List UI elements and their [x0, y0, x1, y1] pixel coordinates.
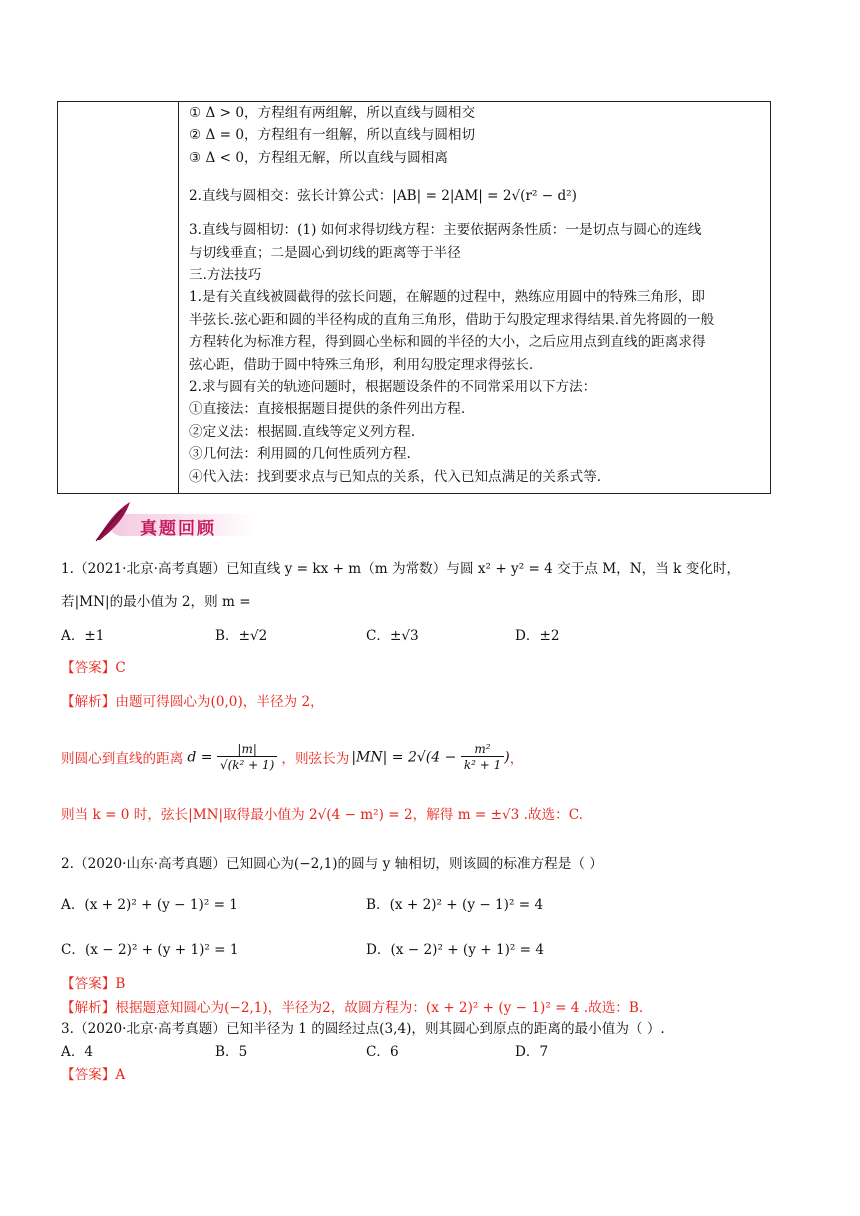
- table-line: ①直接法：直接根据题目提供的条件列出方程.: [189, 401, 466, 418]
- q3-option-d: D．7: [515, 1044, 549, 1060]
- table-spacer: [189, 169, 764, 181]
- method-table: [57, 101, 771, 494]
- table-line: ③ Δ < 0，方程组无解，所以直线与圆相离: [189, 149, 448, 166]
- q1-option-c: C．±√3: [366, 628, 419, 644]
- q1-answer: 【答案】C: [61, 660, 126, 676]
- table-line: ②定义法：根据圆.直线等定义列方程.: [189, 423, 416, 440]
- q1-stem-cont: 若|MN|的最小值为 2，则 m =: [61, 594, 251, 610]
- q1-analysis-3: 则当 k = 0 时，弦长|MN|取得最小值为 2√(4 − m²) = 2，解得 m = ±√3 .故选：C.: [61, 807, 583, 823]
- table-line: 与切线垂直；二是圆心到切线的距离等于半径: [189, 244, 461, 261]
- table-line: 2.直线与圆相交：弦长计算公式：|AB| = 2|AM| = 2√(r² − d²): [189, 188, 577, 205]
- q2-stem: 2.（2020·山东·高考真题）已知圆心为(−2,1)的圆与 y 轴相切，则该圆的标准方程是（ ）: [61, 856, 603, 872]
- q1-analysis-2-end: ，: [509, 751, 524, 767]
- table-line: 方程转化为标准方程，得到圆心坐标和圆的半径的大小，之后应用点到直线的距离求得: [189, 334, 706, 351]
- table-line: 1.是有关直线被圆截得的弦长问题，在解题的过程中，熟练应用圆中的特殊三角形，即: [189, 289, 705, 306]
- q1-analysis-1: 【解析】由题可得圆心为(0,0)，半径为 2，: [61, 694, 324, 710]
- q2-analysis: 【解析】根据题意知圆心为(−2,1)，半径为2，故圆方程为：(x + 2)² + (y − 1)² = 4 .故选：B.: [61, 1000, 644, 1016]
- q1-analysis-2: [61, 735, 523, 779]
- banner-title: 真题回顾: [140, 519, 216, 539]
- distance-formula: d = $\frac{|m|}{\text{√(k² + 1)}}$: [187, 742, 277, 773]
- q1-stem: 1.（2021·北京·高考真题）已知直线 y = kx + m（m 为常数）与圆 x² + y² = 4 交于点 M，N，当 k 变化时，: [61, 561, 741, 577]
- table-line: ③几何法：利用圆的几何性质列方程.: [189, 446, 411, 463]
- q2-option-d: D．(x − 2)² + (y + 1)² = 4: [366, 942, 545, 958]
- table-spacer: [189, 211, 764, 219]
- q3-stem: 3.（2020·北京·高考真题）已知半径为 1 的圆经过点(3,4)，则其圆心到原点的距离的最小值为（ ）.: [61, 1021, 665, 1037]
- q2-option-c: C．(x − 2)² + (y + 1)² = 1: [61, 942, 239, 958]
- q1-option-a: A．±1: [61, 628, 105, 644]
- q2-option-a: A．(x + 2)² + (y − 1)² = 1: [61, 897, 238, 913]
- section-banner: [92, 500, 258, 544]
- table-line: 弦心距，借助于圆中特殊三角形，利用勾股定理求得弦长.: [189, 356, 534, 373]
- chord-formula: |MN| = 2√(4 − $\frac{\text{m²}}{\text{k² + 1}}$ ): [351, 741, 510, 772]
- table-line: 3.直线与圆相切：(1) 如何求得切线方程：主要依据两条性质：一是切点与圆心的连线: [189, 222, 702, 239]
- table-divider: [178, 102, 179, 493]
- table-content: [189, 102, 764, 488]
- table-line: 三.方法技巧: [189, 267, 262, 284]
- table-line: 2.求与圆有关的轨迹问题时，根据题设条件的不同常采用以下方法：: [189, 379, 597, 396]
- q1-analysis-2-text-b: ，则弦长为: [281, 751, 350, 767]
- q3-option-c: C．6: [366, 1044, 399, 1060]
- table-line: 半弦长.弦心距和圆的半径构成的直角三角形，借助于勾股定理求得结果.首先将圆的一般: [189, 311, 715, 328]
- q3-option-a: A．4: [61, 1044, 94, 1060]
- q1-option-b: B．±√2: [215, 628, 268, 644]
- q1-option-d: D．±2: [515, 628, 560, 644]
- q3-answer: 【答案】A: [61, 1067, 126, 1083]
- q1-analysis-2-text: 则圆心到直线的距离: [61, 751, 184, 767]
- q3-option-b: B．5: [215, 1044, 248, 1060]
- table-line: ④代入法：找到要求点与已知点的关系，代入已知点满足的关系式等.: [189, 468, 602, 485]
- table-line: ① Δ > 0，方程组有两组解，所以直线与圆相交: [189, 105, 476, 121]
- table-line: ② Δ = 0，方程组有一组解，所以直线与圆相切: [189, 127, 476, 144]
- q2-option-b: B．(x + 2)² + (y − 1)² = 4: [366, 897, 544, 913]
- q2-answer: 【答案】B: [61, 976, 126, 992]
